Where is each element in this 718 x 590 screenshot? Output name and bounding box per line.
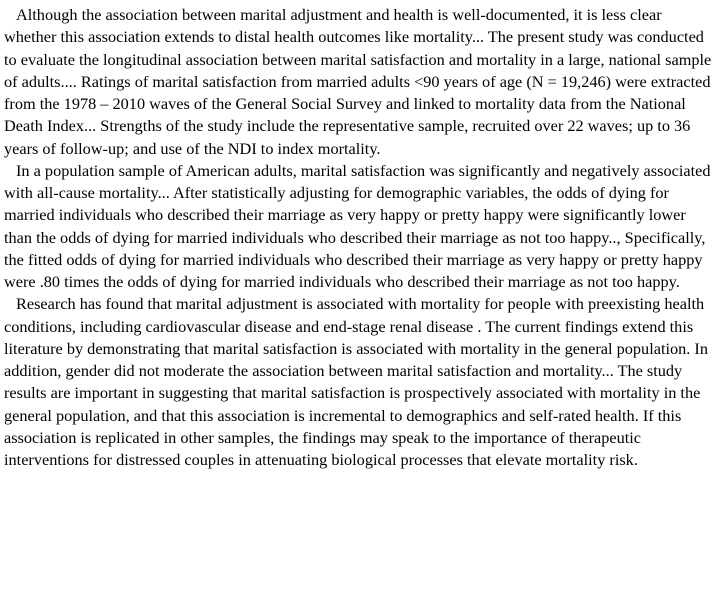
paragraph-results: In a population sample of American adults, marital satisfaction was significantly and negatively associated with all-cause mortality... After statistically adjusting for demographic variables, the odds of dying for married individuals who described their marriage as very happy or pretty happy were significantly lower than the odds of dying for married individuals who described their marriage as not too happy.., Specifically, the fitted odds of dying for married individuals who described their marriage as very happy or pretty happy were .80 times the odds of dying for married individuals who described their marriage as not too happy. bbox=[4, 160, 711, 291]
paragraph-study-background: Although the association between marital adjustment and health is well-documented, it is less clear whether this association extends to distal health outcomes like mortality... The present study was conducted to evaluate the longitudinal association between marital satisfaction and mortality in a large, national sample of adults.... Ratings of marital satisfaction from married adults <90 years of age (N = 19,246) were extracted from the 1978 – 2010 waves of the General Social Survey and linked to mortality data from the National Death Index... Strengths of the study include the representative sample, recruited over 22 waves; up to 36 years of follow-up; and use of the NDI to index mortality. bbox=[4, 5, 712, 158]
paragraph-discussion: Research has found that marital adjustment is associated with mortality for people with preexisting health conditions, including cardiovascular disease and end-stage renal disease . The current findings extend this literature by demonstrating that marital satisfaction is associated with mortality in the general population. In addition, gender did not moderate the association between marital satisfaction and mortality... The study results are important in suggesting that marital satisfaction is prospectively associated with mortality in the general population, and that this association is incremental to demographics and self-rated health. If this association is replicated in other samples, the findings may speak to the importance of therapeutic interventions for distressed couples in attenuating biological processes that elevate mortality risk. bbox=[4, 294, 708, 469]
